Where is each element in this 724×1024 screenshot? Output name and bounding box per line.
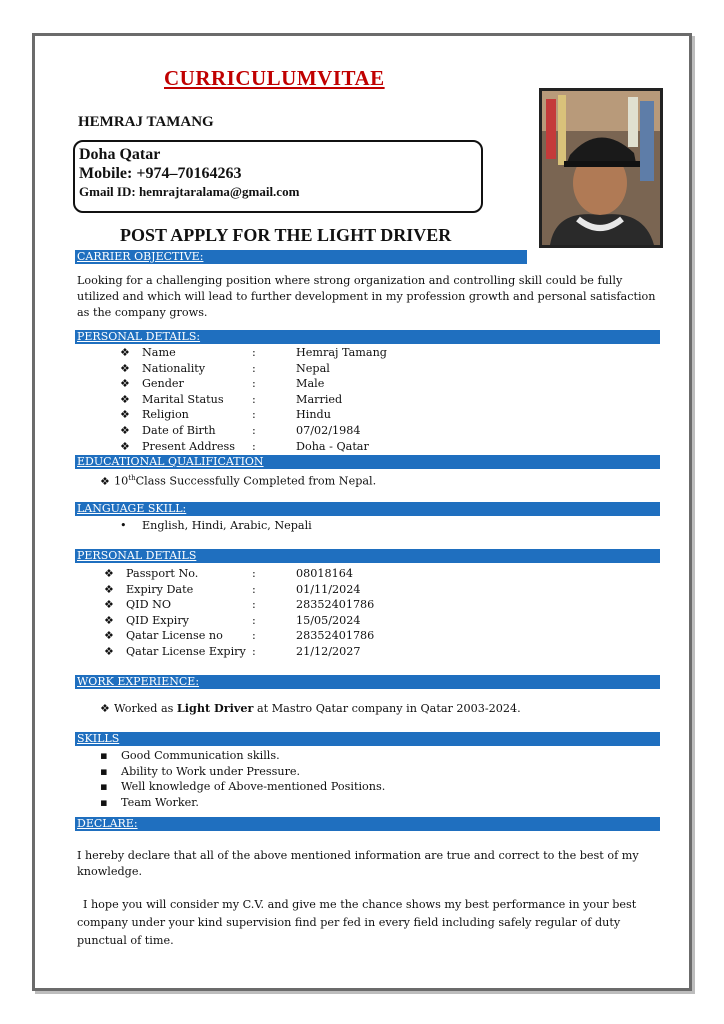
- square-bullet-icon: ▪: [100, 780, 108, 794]
- personal-detail-value: Doha - Qatar: [296, 439, 369, 453]
- square-bullet-icon: ▪: [100, 764, 108, 778]
- passport-detail-separator: :: [252, 645, 256, 658]
- closing-text: I hope you will consider my C.V. and give me the chance shows my best performance in your best company under your kind supervision find per fed in every field including safely regular of duty punctual of time.: [77, 898, 637, 947]
- personal-detail-separator: :: [252, 346, 256, 359]
- language-item: [120, 518, 312, 534]
- personal-detail-value: 07/02/1984: [296, 424, 361, 437]
- diamond-bullet-icon: ❖: [104, 613, 115, 627]
- profile-photo: [539, 88, 663, 248]
- contact-gmail: Gmail ID: hemrajtaralama@gmail.com: [79, 184, 300, 199]
- diamond-bullet-icon: ❖: [104, 629, 115, 643]
- personal-detail-separator: :: [252, 377, 256, 391]
- personal-detail-label: Nationality: [142, 361, 206, 375]
- contact-location: Doha Qatar: [79, 146, 161, 163]
- section-header-work: WORK EXPERIENCE:: [75, 675, 660, 689]
- contact-mobile: Mobile: +974–70164263: [79, 165, 242, 182]
- section-header-declare: DECLARE:: [75, 817, 660, 831]
- diamond-bullet-icon: ❖: [120, 439, 131, 453]
- objective-text: Looking for a challenging position where strong organization and controlling skill could be fully utilized and which will lead to further development in my profession growth and personal satisfaction as the company grows.: [77, 274, 656, 319]
- skill-item: Good Communication skills.: [121, 749, 280, 762]
- personal-detail-label: Present Address: [142, 439, 235, 453]
- passport-detail-separator: :: [252, 582, 256, 596]
- education-grade-suffix: th: [128, 474, 136, 482]
- section-header-skills: SKILLS: [75, 732, 660, 746]
- candidate-name: HEMRAJ TAMANG: [78, 114, 214, 130]
- square-bullet-icon: ▪: [100, 795, 108, 809]
- personal-detail-label: Marital Status: [142, 392, 224, 406]
- diamond-bullet-icon: ❖: [120, 424, 131, 437]
- bullet-icon: •: [120, 519, 127, 532]
- diamond-bullet-icon: ❖: [104, 598, 115, 612]
- contact-box: [73, 140, 483, 213]
- passport-detail-label: Qatar License Expiry: [126, 645, 246, 658]
- personal-detail-value: Nepal: [296, 361, 330, 375]
- personal-detail-separator: :: [252, 439, 256, 453]
- passport-detail-value: 28352401786: [296, 629, 375, 643]
- passport-detail-separator: :: [252, 598, 256, 612]
- education-grade: 10: [114, 474, 129, 488]
- diamond-bullet-icon: ❖: [120, 392, 131, 406]
- diamond-bullet-icon: ❖: [104, 582, 115, 596]
- section-header-education: EDUCATIONAL QUALIFICATION: [75, 455, 660, 469]
- diamond-bullet-icon: ❖: [100, 474, 111, 488]
- personal-detail-value: Married: [296, 392, 343, 406]
- personal-detail-separator: :: [252, 424, 256, 437]
- diamond-bullet-icon: ❖: [120, 361, 131, 375]
- passport-detail-value: 21/12/2027: [296, 645, 361, 658]
- diamond-bullet-icon: ❖: [120, 377, 131, 391]
- personal-detail-label: Gender: [142, 377, 184, 391]
- skill-item: Ability to Work under Pressure.: [121, 764, 301, 778]
- profile-photo-image: [542, 91, 660, 245]
- section-header-language: LANGUAGE SKILL:: [75, 502, 660, 516]
- work-role: Light Driver: [176, 701, 254, 715]
- page-title: CURRICULUMVITAE: [164, 66, 385, 90]
- personal-detail-label: Religion: [142, 408, 189, 422]
- passport-detail-separator: :: [252, 613, 256, 627]
- section-header-personal-details: PERSONAL DETAILS:: [75, 330, 660, 344]
- passport-detail-label: Qatar License no: [126, 629, 223, 643]
- passport-detail-value: 15/05/2024: [296, 613, 361, 627]
- passport-detail-label: QID NO: [126, 598, 172, 612]
- diamond-bullet-icon: ❖: [120, 408, 131, 422]
- section-header-objective: CARRIER OBJECTIVE:: [75, 250, 527, 264]
- education-item: [100, 471, 376, 489]
- declaration-text: I hereby declare that all of the above mentioned information are true and correct to the best of my knowledge.: [77, 849, 639, 878]
- language-text: English, Hindi, Arabic, Nepali: [142, 519, 312, 532]
- personal-detail-value: Hindu: [296, 408, 331, 422]
- passport-detail-separator: :: [252, 629, 256, 643]
- personal-detail-label: Date of Birth: [142, 424, 216, 437]
- diamond-bullet-icon: ❖: [100, 702, 111, 715]
- personal-detail-value: Male: [296, 377, 325, 391]
- diamond-bullet-icon: ❖: [104, 645, 115, 658]
- personal-detail-separator: :: [252, 361, 256, 375]
- work-item: [100, 701, 521, 717]
- section-header-passport-details: PERSONAL DETAILS: [75, 549, 660, 563]
- work-after: at Mastro Qatar company in Qatar 2003-2024.: [253, 702, 521, 715]
- diamond-bullet-icon: ❖: [104, 567, 115, 580]
- passport-detail-value: 01/11/2024: [296, 582, 361, 596]
- passport-detail-label: Passport No.: [126, 567, 199, 580]
- passport-detail-value: 08018164: [296, 567, 353, 580]
- education-text: Class Successfully Completed from Nepal.: [135, 474, 377, 488]
- square-bullet-icon: ▪: [100, 749, 108, 762]
- skill-item: Well knowledge of Above-mentioned Positions.: [121, 780, 386, 794]
- passport-detail-label: QID Expiry: [126, 613, 190, 627]
- passport-detail-label: Expiry Date: [126, 582, 194, 596]
- passport-detail-value: 28352401786: [296, 598, 375, 612]
- diamond-bullet-icon: ❖: [120, 346, 131, 359]
- post-applied: POST APPLY FOR THE LIGHT DRIVER: [120, 225, 452, 245]
- work-before: Worked as: [114, 702, 177, 715]
- personal-detail-value: Hemraj Tamang: [296, 346, 387, 359]
- personal-detail-separator: :: [252, 408, 256, 422]
- personal-detail-label: Name: [142, 346, 176, 359]
- skill-item: Team Worker.: [121, 795, 199, 809]
- passport-detail-separator: :: [252, 567, 256, 580]
- personal-detail-separator: :: [252, 392, 256, 406]
